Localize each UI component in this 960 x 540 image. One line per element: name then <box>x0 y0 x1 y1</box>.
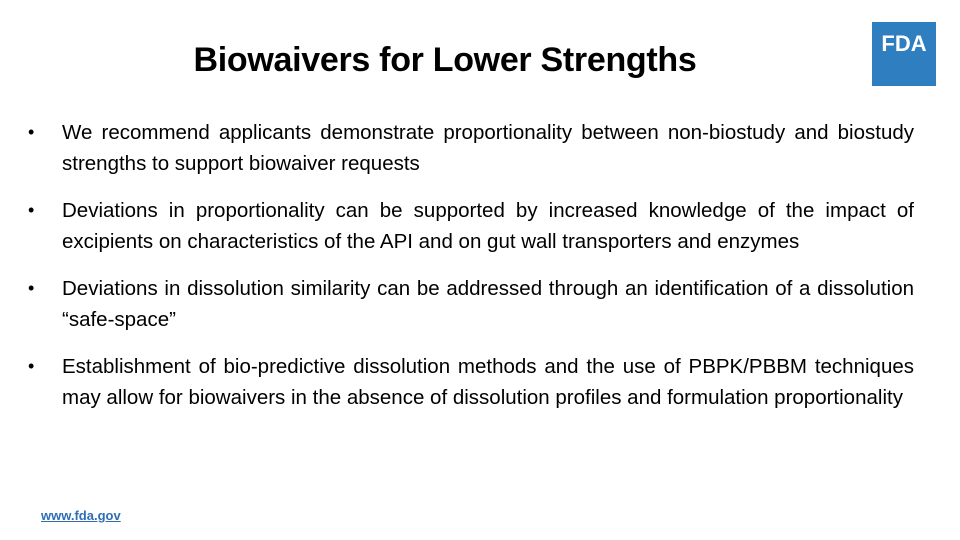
bullet-text: We recommend applicants demonstrate proportionality between non-biostudy and biostudy strengths to support biowaiver requests <box>62 121 914 175</box>
fda-logo-text: FDA <box>881 31 927 56</box>
footer-link-fda[interactable]: www.fda.gov <box>41 508 121 523</box>
bullet-text: Deviations in dissolution similarity can be addressed through an identification of a dissolution “safe-space” <box>62 277 914 331</box>
bullet-marker: • <box>28 356 35 376</box>
bullet-item <box>24 117 914 179</box>
slide-title: Biowaivers for Lower Strengths <box>193 41 697 79</box>
bullet-item <box>24 273 914 335</box>
bullet-text: Establishment of bio-predictive dissolution methods and the use of PBPK/PBBM techniques may allow for biowaivers in the absence of dissolution profiles and formulation proportionality <box>62 355 914 409</box>
bullet-list <box>24 117 914 429</box>
bullet-item <box>24 351 914 413</box>
bullet-marker: • <box>28 200 35 220</box>
fda-logo-mark <box>876 28 932 58</box>
bullet-marker: • <box>28 122 35 142</box>
fda-logo <box>872 22 936 86</box>
bullet-marker: • <box>28 278 35 298</box>
bullet-text: Deviations in proportionality can be supported by increased knowledge of the impact of excipients on characteristics of the API and on gut wall transporters and enzymes <box>62 199 914 253</box>
bullet-item <box>24 195 914 257</box>
